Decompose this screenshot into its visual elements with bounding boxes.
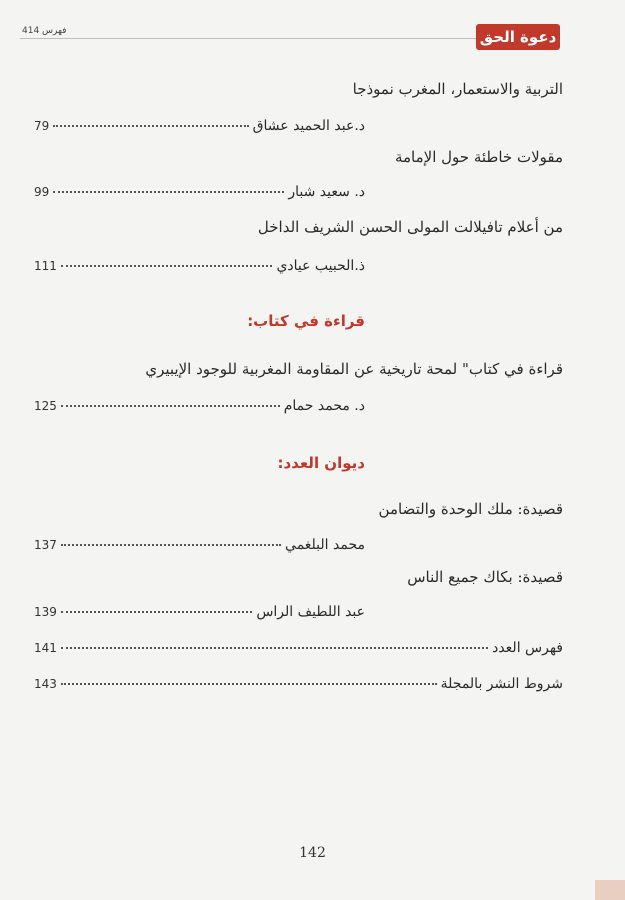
back-matter-label: فهرس العدد <box>492 640 563 656</box>
magazine-logo: دعوة الحق <box>476 24 560 50</box>
author-entry <box>34 604 365 622</box>
author-name: د.عبد الحميد عشاق <box>252 118 365 134</box>
page-number: 141 <box>34 641 57 655</box>
article-title: من أعلام تافيلالت المولى الحسن الشريف الداخل <box>257 218 563 236</box>
article-title: قصيدة: بكاك جميع الناس <box>407 568 563 586</box>
article-title: قصيدة: ملك الوحدة والتضامن <box>378 500 563 518</box>
author-entry <box>34 258 365 276</box>
dot-leader <box>61 682 437 685</box>
author-entry <box>34 184 365 202</box>
page-number: 99 <box>34 185 50 199</box>
author-name: د. محمد حمام <box>283 398 365 414</box>
back-matter-label: شروط النشر بالمجلة <box>440 676 563 692</box>
issue-label: فهرس 414 <box>22 26 67 36</box>
back-matter-entry <box>34 676 563 694</box>
author-entry <box>34 398 365 416</box>
author-entry <box>34 118 365 136</box>
page-number: 79 <box>34 119 50 133</box>
page-folio: 142 <box>299 845 326 861</box>
page-number: 137 <box>34 538 57 552</box>
page-number: 139 <box>34 605 57 619</box>
article-title: التربية والاستعمار، المغرب نموذجا <box>352 80 563 98</box>
page-number: 111 <box>34 259 57 273</box>
author-entry <box>34 537 365 555</box>
dot-leader <box>61 404 280 407</box>
author-name: د. سعيد شبار <box>288 184 365 200</box>
page-edge-tint <box>595 880 625 900</box>
page-number: 143 <box>34 677 57 691</box>
section-heading: ديوان العدد: <box>277 454 365 472</box>
page-number: 125 <box>34 399 57 413</box>
dot-leader <box>61 264 273 267</box>
dot-leader <box>53 124 248 127</box>
author-name: ذ.الحبيب عيادي <box>276 258 365 274</box>
author-name: محمد البلغمي <box>285 537 365 553</box>
back-matter-entry <box>34 640 563 658</box>
dot-leader <box>53 190 284 193</box>
dot-leader <box>61 610 252 613</box>
author-name: عبد اللطيف الراس <box>256 604 365 620</box>
dot-leader <box>61 646 488 649</box>
section-heading: قراءة في كتاب: <box>247 312 365 330</box>
article-title: قراءة في كتاب" لمحة تاريخية عن المقاومة المغربية للوجود الإيبيري <box>145 360 563 378</box>
article-title: مقولات خاطئة حول الإمامة <box>394 148 563 166</box>
dot-leader <box>61 543 281 546</box>
